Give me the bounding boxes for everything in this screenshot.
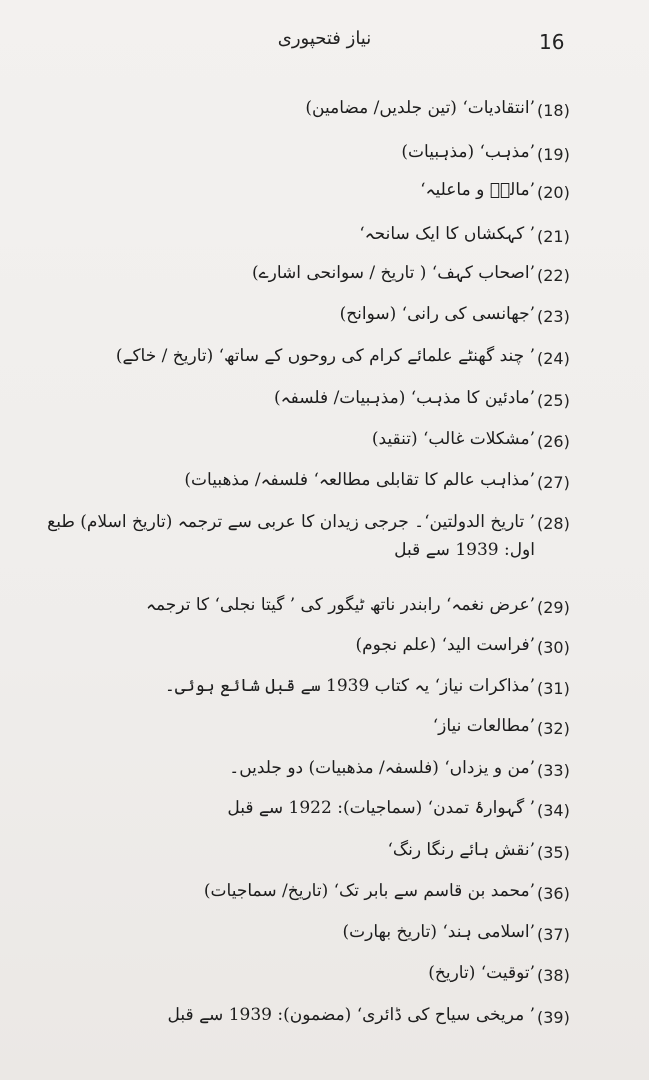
- entry-title: ’جھانسی کی رانی‘ (سوانح): [339, 304, 535, 324]
- entry-number: (23): [537, 307, 570, 326]
- entry-title: ’توقیت‘ (تاریخ): [428, 963, 535, 983]
- list-item: [0, 755, 649, 799]
- list-item: [0, 426, 649, 470]
- entry-number: (26): [537, 432, 570, 451]
- entry-number: (32): [537, 719, 570, 738]
- entry-title: ’مذاہب عالم کا تقابلی مطالعہ‘ فلسفہ/ مذھبیات): [184, 470, 535, 490]
- entry-title: ’ تاریخ الدولتین‘۔ جرجی زیدان کا عربی سے ترجمہ (تاریخ اسلام) طبع اول: 1939 سے قبل: [47, 512, 535, 560]
- list-item: [0, 795, 649, 839]
- entry-title: ’فراست الید‘ (علم نجوم): [355, 635, 535, 655]
- entry-number: (37): [537, 925, 570, 944]
- entry-number: (24): [537, 349, 570, 368]
- list-item: [0, 221, 649, 265]
- entry-number: (39): [537, 1008, 570, 1027]
- entry-title: ’محمد بن قاسم سے بابر تک‘ (تاریخ/ سماجیات): [203, 881, 535, 901]
- list-item: [0, 960, 649, 1004]
- entry-number: (29): [537, 598, 570, 617]
- list-item: [0, 301, 649, 345]
- list-item: [0, 878, 649, 922]
- page-number: 16: [539, 30, 565, 54]
- entry-number: (28): [537, 514, 570, 533]
- list-item: [0, 592, 649, 636]
- list-item: [0, 713, 649, 757]
- entry-title: ’اسلامی ہند‘ (تاریخ بھارت): [342, 922, 535, 942]
- entry-title: ’ مریخی سیاح کی ڈائری‘ (مضمون): 1939 سے قبل: [167, 1005, 535, 1025]
- entry-title: ’من و یزداں‘ (فلسفہ/ مذھبیات) دو جلدیں۔: [229, 758, 535, 778]
- entry-number: (38): [537, 966, 570, 985]
- entry-number: (19): [537, 145, 570, 164]
- entry-title: ’مطالعات نیاز‘: [432, 716, 535, 736]
- list-item: [0, 508, 649, 576]
- entry-number: (18): [537, 101, 570, 120]
- list-item: [0, 837, 649, 881]
- entry-title: ’اصحاب کہف‘ ( تاریخ / سوانحی اشارے): [252, 263, 535, 283]
- entry-number: (31): [537, 679, 570, 698]
- list-item: [0, 260, 649, 304]
- entry-number: (21): [537, 227, 570, 246]
- entry-number: (34): [537, 801, 570, 820]
- entry-number: (22): [537, 266, 570, 285]
- entry-number: (25): [537, 391, 570, 410]
- entry-title: ’انتقادیات‘ (تین جلدیں/ مضامین): [305, 98, 535, 118]
- entry-title: ’مذاکرات نیاز‘ یہ کتاب 1939 سے قبل شائع ہوئی۔: [164, 676, 535, 696]
- entry-title: ’مادئین کا مذہب‘ (مذہبیات/ فلسفہ): [274, 388, 535, 408]
- list-item: [0, 632, 649, 676]
- entry-title: ’مشکلات غالب‘ (تنقید): [371, 429, 535, 449]
- list-item: [0, 673, 649, 717]
- entry-number: (27): [537, 473, 570, 492]
- list-item: [0, 343, 649, 387]
- running-title: نیاز فتحپوری: [277, 28, 372, 49]
- list-item: [0, 919, 649, 963]
- entry-title: ’عرض نغمہ‘ رابندر ناتھ ٹیگور کی ’ گیتا نجلی‘ کا ترجمہ: [146, 595, 535, 615]
- entry-title: ’مالہٗ و ماعلیہ‘: [420, 180, 535, 200]
- list-item: [0, 385, 649, 429]
- list-item: [0, 95, 649, 139]
- list-item: [0, 177, 649, 221]
- entry-title: ’مذہب‘ (مذہبیات): [401, 142, 535, 162]
- entry-title: ’ گہوارۂ تمدن‘ (سماجیات): 1922 سے قبل: [227, 798, 535, 818]
- entry-number: (35): [537, 843, 570, 862]
- entry-number: (36): [537, 884, 570, 903]
- entry-title: ’نقش ہائے رنگا رنگ‘: [387, 840, 535, 860]
- list-item: [0, 467, 649, 511]
- entry-title: ’ چند گھنٹے علمائے کرام کی روحوں کے ساتھ‘ (تاریخ / خاکے): [115, 346, 535, 366]
- entry-number: (30): [537, 638, 570, 657]
- entry-title: ’ کہکشاں کا ایک سانحہ‘: [359, 224, 535, 244]
- entry-number: (33): [537, 761, 570, 780]
- list-item: [0, 1002, 649, 1046]
- entry-number: (20): [537, 183, 570, 202]
